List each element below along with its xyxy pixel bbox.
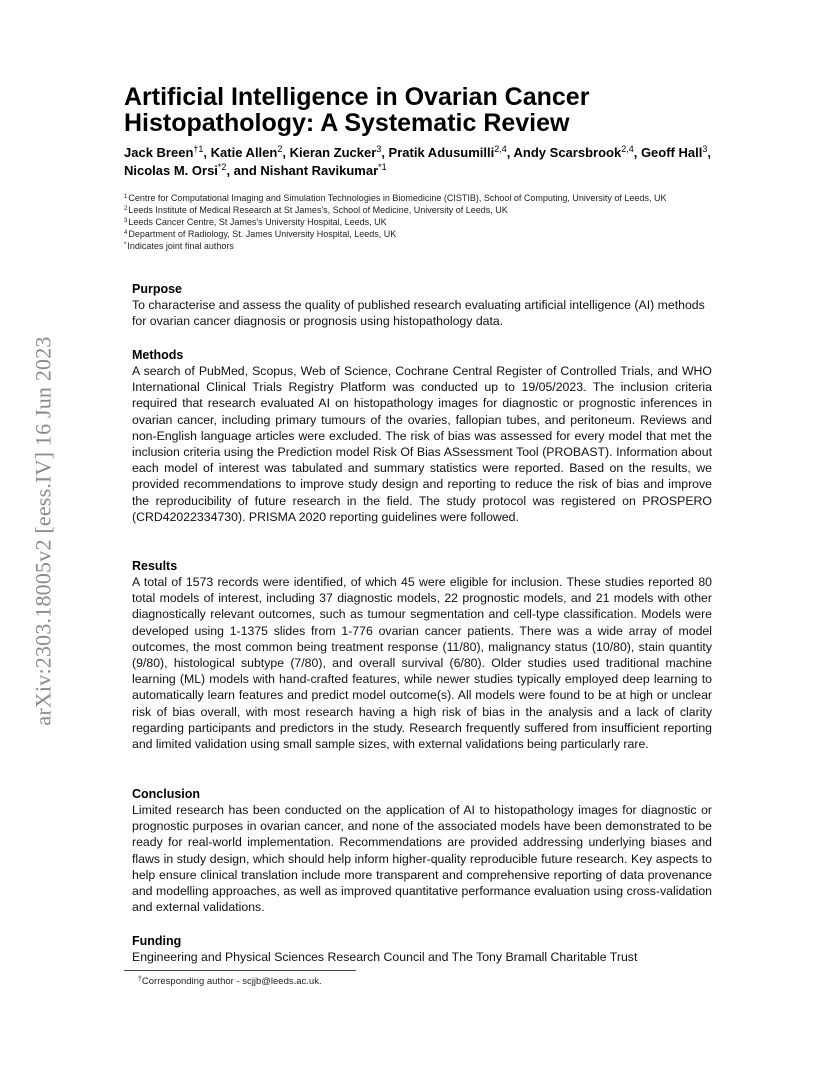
author-affiliation-mark: 2,4 <box>494 144 507 154</box>
results-heading: Results <box>132 559 178 573</box>
arxiv-identifier <box>22 290 66 772</box>
footnote-text: Corresponding author - scjjb@leeds.ac.uk. <box>141 976 322 987</box>
affiliation-text: Indicates joint final authors <box>127 241 234 251</box>
paper-title: Artificial Intelligence in Ovarian Cancer Histopathology: A Systematic Review <box>124 83 590 137</box>
author-affiliation-mark: 2 <box>277 144 283 154</box>
results-section <box>132 558 712 752</box>
author-affiliation-mark: *1 <box>378 162 387 172</box>
author-affiliation-mark: †1 <box>193 144 204 154</box>
author-name: Nishant Ravikumar <box>260 163 379 178</box>
conclusion-body: Limited research has been conducted on the application of AI to histopathology images for diagnostic or prognostic purposes in ovarian cancer, and none of the associated models have been demonstrated to be ready for real-world implementation. Recommendations are provided addressing underlying biases and flaws in study design, which should help inform higher-quality reproducible future research. Key aspects to help ensure clinical translation include more transparent and comprehensive reporting of data provenance and modelling approaches, as well as improved quantitative performance evaluation using cross-validation and external validations. <box>132 803 712 915</box>
affiliation-mark: * <box>124 242 127 248</box>
author-name: Jack Breen <box>124 145 194 160</box>
author-separator: , <box>506 145 514 160</box>
author-separator: , <box>381 145 389 160</box>
funding-section <box>132 933 712 965</box>
author-name: Kieran Zucker <box>289 145 377 160</box>
author-name: Pratik Adusumilli <box>388 145 495 160</box>
affiliation-line <box>124 240 744 252</box>
affiliation-line <box>124 228 744 240</box>
footnote-divider <box>124 970 356 971</box>
author-separator: , <box>203 145 211 160</box>
methods-body: A search of PubMed, Scopus, Web of Science, Cochrane Central Register of Controlled Trials, and WHO International Clinical Trials Registry Platform was conducted up to 19/05/2023. The inclusion criteria required that research evaluated AI on histopathology images for diagnostic or prognostic inferences in ovarian cancer, including primary tumours of the ovaries, fallopian tubes, and peritoneum. Reviews and non-English language articles were excluded. The risk of bias was assessed for every model that met the inclusion criteria using the Prediction model Risk Of Bias ASsessment Tool (PROBAST). Information about each model of interest was tabulated and summary statistics were reported. Based on the results, we provided recommendations to improve study design and reporting to reduce the risk of bias and improve the reproducibility of future research in the field. The study protocol was registered on PROSPERO (CRD42022334730). PRISMA 2020 reporting guidelines were followed. <box>132 364 712 524</box>
author-affiliation-mark: 3 <box>702 144 708 154</box>
author-affiliation-mark: 3 <box>376 144 382 154</box>
purpose-body: To characterise and assess the quality of published research evaluating artificial intelligence (AI) methods for ovarian cancer diagnosis or prognosis using histopathology data. <box>132 298 705 329</box>
affiliation-mark: 3 <box>124 218 128 224</box>
author-separator: , <box>707 145 711 160</box>
author-affiliation-mark: 2,4 <box>621 144 634 154</box>
purpose-section <box>132 281 712 329</box>
footnote <box>138 976 322 988</box>
arxiv-identifier-text: arXiv:2303.18005v2 [eess.IV] 16 Jun 2023 <box>31 336 57 726</box>
author-name: Andy Scarsbrook <box>513 145 622 160</box>
affiliation-list <box>124 192 744 252</box>
methods-heading: Methods <box>132 348 184 362</box>
author-affiliation-mark: *2 <box>217 162 227 172</box>
affiliation-text: Centre for Computational Imaging and Simulation Technologies in Biomedicine (CISTIB), School of Computing, University of Leeds, UK <box>128 193 667 203</box>
conclusion-heading: Conclusion <box>132 787 201 801</box>
conclusion-section <box>132 786 712 915</box>
author-list <box>124 144 724 180</box>
results-body: A total of 1573 records were identified, of which 45 were eligible for inclusion. These studies reported 80 total models of interest, including 37 diagnostic models, 22 prognostic models, and 21 models with other diagnostically relevant outcomes, such as tumour segmentation and cell-type classification. Models were developed using 1-1375 slides from 1-776 ovarian cancer patients. There was a wide array of model outcomes, the most common being treatment response (11/80), malignancy status (10/80), stain quantity (9/80), histological subtype (7/80), and overall survival (6/80). Older studies used traditional machine learning (ML) models with hand-crafted features, while newer studies typically employed deep learning to automatically learn features and predict model outcome(s). All models were found to be at high or unclear risk of bias overall, with most research having a high risk of bias in the analysis and a lack of clarity regarding participants and predictors in the study. Research frequently suffered from insufficient reporting and limited validation using small sample sizes, with external validations being particularly rare. <box>132 575 712 752</box>
affiliation-line <box>124 192 744 204</box>
author-name: Geoff Hall <box>640 145 703 160</box>
affiliation-line <box>124 204 744 216</box>
affiliation-text: Department of Radiology, St. James University Hospital, Leeds, UK <box>128 229 397 239</box>
methods-section <box>132 347 712 525</box>
funding-heading: Funding <box>132 934 182 948</box>
author-name: Nicolas M. Orsi <box>124 163 218 178</box>
affiliation-line <box>124 216 744 228</box>
affiliation-mark: 2 <box>124 206 128 212</box>
author-separator: , <box>282 145 290 160</box>
affiliation-text: Leeds Institute of Medical Research at St James's, School of Medicine, University of Leeds, UK <box>128 205 508 215</box>
affiliation-text: Leeds Cancer Centre, St James's University Hospital, Leeds, UK <box>128 217 387 227</box>
author-separator: , <box>633 145 641 160</box>
author-name: Katie Allen <box>210 145 278 160</box>
affiliation-mark: 4 <box>124 230 128 236</box>
author-separator: , and <box>226 163 261 178</box>
footnote-mark: † <box>138 976 142 983</box>
affiliation-mark: 1 <box>124 194 128 200</box>
funding-body: Engineering and Physical Sciences Research Council and The Tony Bramall Charitable Trust <box>132 950 638 964</box>
purpose-heading: Purpose <box>132 282 183 296</box>
